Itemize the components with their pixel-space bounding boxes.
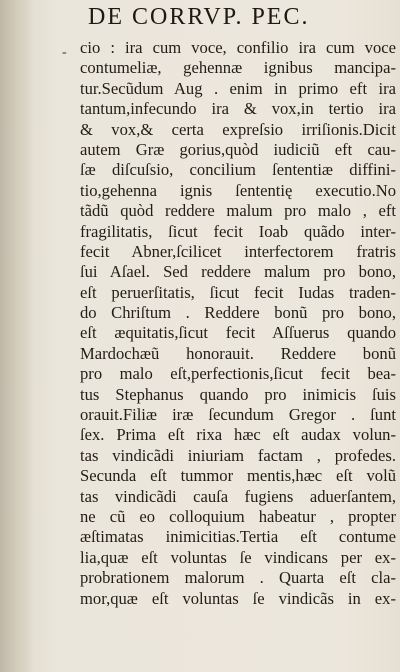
running-head: DE CORRVP. PEC.: [88, 4, 310, 30]
text-line: tãdũ quòd reddere malum pro malo , eft: [80, 201, 396, 221]
text-line: cio : ira cum voce, confilio ira cum voce: [80, 38, 396, 57]
text-line: fragilitatis, ſicut fecit Ioab quãdo inter-: [80, 221, 396, 241]
text-line: tantum,infecundo ira & vox,in tertio ira: [80, 99, 396, 119]
text-line: tio,gehenna ignis ſententię executio.No: [80, 180, 396, 200]
text-line: tus Stephanus quando pro inimicis ſuis: [80, 384, 396, 404]
text-line: autem Græ gorius,quòd iudiciũ eft cau-: [80, 139, 396, 159]
text-line: eſt æquitatis,ſicut fecit Aſſuerus quando: [80, 323, 396, 343]
text-line: probrationem malorum . Quarta eſt cla-: [80, 568, 396, 588]
text-line: Secunda eſt tummor mentis,hæc eſt volũ: [80, 466, 396, 486]
text-line: ſui Aſael. Sed reddere malum pro bono,: [80, 262, 396, 282]
text-line: eſt peruerſitatis, ſicut fecit Iudas traden-: [80, 282, 396, 302]
body-text: [80, 38, 396, 668]
text-line: tur.Secũdum Aug . enim in primo eft ira: [80, 78, 396, 98]
margin-mark: -: [62, 45, 67, 60]
text-line: æſtimatas inimicitias.Tertia eſt contume: [80, 527, 396, 547]
text-line: lia,quæ eſt voluntas ſe vindicans per ex-: [80, 547, 396, 567]
text-line: fecit Abner,ſcilicet interfectorem fratris: [80, 241, 396, 261]
text-line: pro malo eſt,perfectionis,ſicut fecit bea-: [80, 364, 396, 384]
text-line: tas vindicãdi cauſa fugiens aduerſantem,: [80, 486, 396, 506]
page-gutter: [0, 0, 34, 672]
text-line: contumeliæ, gehennæ ignibus mancipa-: [80, 58, 396, 78]
text-line: tas vindicãdi iniuriam factam , profedes.: [80, 445, 396, 465]
text-line: orauit.Filiæ iræ ſecundum Gregor . ſunt: [80, 405, 396, 425]
text-line: do Chriſtum . Reddere bonũ pro bono,: [80, 303, 396, 323]
text-line: ne cũ eo colloquium habeatur , propter: [80, 506, 396, 526]
text-line: & vox,& certa expreſsio irriſionis.Dicit: [80, 119, 396, 139]
text-line: ſex. Prima eſt rixa hæc eſt audax volun-: [80, 425, 396, 445]
text-line: ſæ diſcuſsio, concilium ſententiæ diffini-: [80, 160, 396, 180]
text-line: mor,quæ eſt voluntas ſe vindicãs in ex-: [80, 588, 396, 608]
text-line: Mardochæũ honorauit. Reddere bonũ: [80, 343, 396, 363]
